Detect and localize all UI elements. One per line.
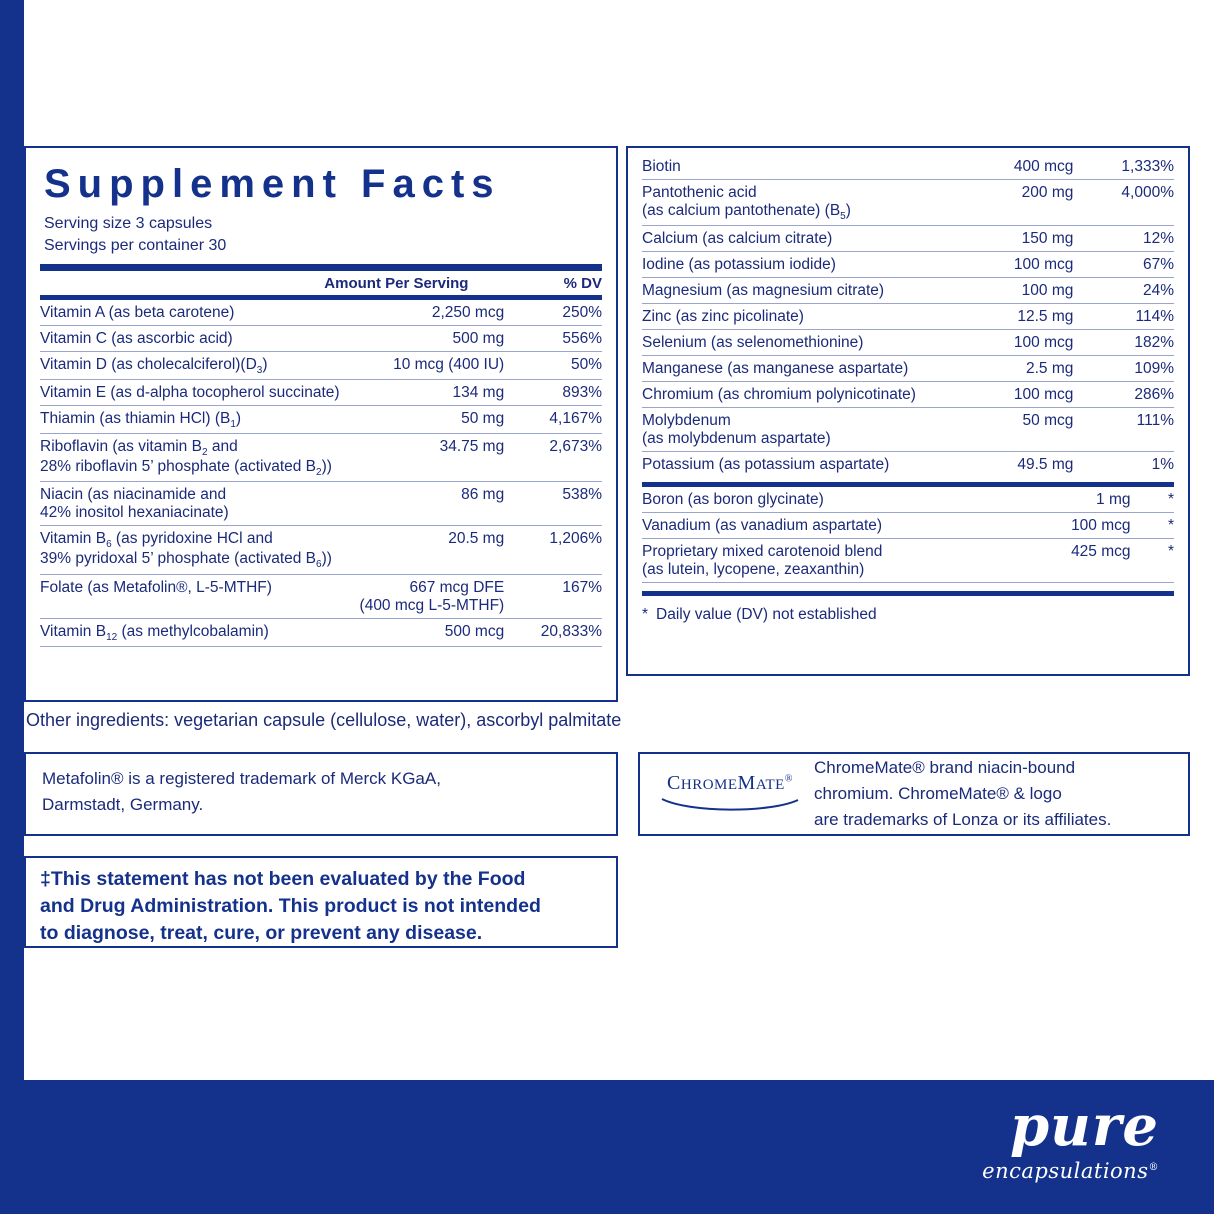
table-row-continuation: 42% inositol hexaniacinate) [40, 504, 602, 526]
table-row-continuation: (as calcium pantothenate) $(B_5)$ [642, 202, 1174, 226]
supplement-facts-title: Supplement Facts [44, 162, 501, 206]
chromemate-logo [654, 772, 806, 816]
table-row: Vitamin $B_{12}$ (as methylcobalamin) 500 mcg 20,833% [40, 618, 602, 646]
fda-disclaimer-box [24, 856, 618, 948]
chromemate-trademark-text [814, 755, 1111, 833]
nutrient-table-right [642, 154, 1174, 474]
metafolin-trademark-box [24, 752, 618, 836]
nutrient-table-left-body [40, 300, 602, 647]
table-row: Manganese (as manganese aspartate) 2.5 mg 109% [642, 356, 1174, 382]
fda-disclaimer-line3: to diagnose, treat, cure, or prevent any disease. [40, 922, 483, 944]
brand-subtitle [982, 1156, 1159, 1183]
table-row: Proprietary mixed carotenoid blend 425 mcg * [642, 543, 1174, 561]
table-row: Potassium (as potassium aspartate) 49.5 mg 1% [642, 456, 1174, 474]
table-row: Selenium (as selenomethionine) 100 mcg 182% [642, 330, 1174, 356]
table-row-continuation: 28% riboflavin 5’ phosphate (activated $B_2$)) [40, 458, 602, 482]
table-row: Magnesium (as magnesium citrate) 100 mg 24% [642, 278, 1174, 304]
table-row: Zinc (as zinc picolinate) 12.5 mg 114% [642, 304, 1174, 330]
fda-disclaimer-line1: ‡This statement has not been evaluated by the Food [40, 868, 526, 890]
serving-size: Serving size 3 capsules [44, 215, 213, 232]
table-row: Calcium (as calcium citrate) 150 mg 12% [642, 226, 1174, 252]
brand-logo [982, 1093, 1159, 1183]
table-row: Niacin (as niacinamide and 86 mg 538% [40, 486, 602, 504]
footnote-text: Daily value (DV) not established [656, 606, 877, 624]
nutrient-table-left [40, 271, 602, 295]
supplement-facts-panel-left [24, 146, 618, 702]
left-blue-bar [0, 0, 24, 1080]
table-row-continuation: (400 mcg L-5-MTHF) [40, 597, 602, 619]
table-row-continuation: (as molybdenum aspartate) [642, 430, 1174, 452]
other-ingredients: Other ingredients: vegetarian capsule (cellulose, water), ascorbyl palmitate [26, 710, 622, 730]
rule-thick-top [40, 264, 602, 271]
table-row: Biotin 400 mcg 1,333% [642, 154, 1174, 180]
servings-per-container: Servings per container 30 [44, 237, 227, 254]
chromemate-trademark-line1: ChromeMate® brand niacin-bound [814, 758, 1076, 777]
brand-registered-mark: ® [1148, 1162, 1159, 1173]
header-amount-per-serving: Amount Per Serving [324, 275, 469, 292]
table-row: Vanadium (as vanadium aspartate) 100 mcg * [642, 513, 1174, 539]
chromemate-trademark-box [638, 752, 1190, 836]
table-row: Chromium (as chromium polynicotinate) 100 mcg 286% [642, 382, 1174, 408]
chromemate-logo-text: CHROMEMATE® [667, 772, 793, 794]
table-row-continuation: (as lutein, lycopene, zeaxanthin) [642, 561, 1174, 583]
table-row: Vitamin D (as $cholecalciferol)(D_3)$ 10 mcg (400 IU) 50% [40, 352, 602, 380]
table-row: Pantothenic acid 200 mg 4,000% [642, 184, 1174, 201]
chromemate-swoosh-icon [654, 797, 806, 816]
brand-subtitle-text: encapsulations [982, 1159, 1149, 1183]
chromemate-trademark-line2: chromium. ChromeMate® & logo [814, 784, 1062, 803]
metafolin-trademark-line2: Darmstadt, Germany. [42, 795, 204, 814]
table-header-row [40, 271, 602, 295]
table-row: Folate (as Metafolin®, L-5-MTHF) 667 mcg DFE 167% [40, 578, 602, 596]
chromemate-trademark-line3: are trademarks of Lonza or its affiliates. [814, 810, 1112, 829]
dv-footnote [642, 606, 1174, 624]
table-row: Vitamin E (as d-alpha tocopherol succinate) 134 mg 893% [40, 380, 602, 406]
brand-name: pure [1009, 1093, 1159, 1159]
fda-disclaimer-line2: and Drug Administration. This product is not intended [40, 895, 541, 917]
table-row: Iodine (as potassium iodide) 100 mcg 67% [642, 252, 1174, 278]
table-row: Vitamin C (as ascorbic acid) 500 mg 556% [40, 326, 602, 352]
metafolin-trademark-line1: Metafolin® is a registered trademark of Merck KGaA, [42, 769, 441, 788]
nutrient-table-right-starred [642, 487, 1174, 583]
footnote-star: * [642, 606, 649, 624]
supplement-facts-panel-right [626, 146, 1190, 676]
table-row: Riboflavin (as vitamin $B_2$ and 34.75 mg 2,673% [40, 438, 602, 459]
rule-med-footnote [642, 591, 1174, 596]
table-row: Boron (as boron glycinate) 1 mg * [642, 487, 1174, 513]
header-percent-dv: % DV [563, 275, 602, 292]
table-row-continuation: 39% pyridoxal 5’ phosphate (activated $B_6$)) [40, 550, 602, 574]
table-row: Molybdenum 50 mcg 111% [642, 412, 1174, 430]
table-row: Vitamin A (as beta carotene) 2,250 mcg 250% [40, 300, 602, 326]
table-row: Vitamin $B_6$ (as pyridoxine HCl and 20.5 mg 1,206% [40, 530, 602, 551]
table-row: Thiamin (as thiamin HCl) $(B_1)$ 50 mg 4,167% [40, 406, 602, 434]
